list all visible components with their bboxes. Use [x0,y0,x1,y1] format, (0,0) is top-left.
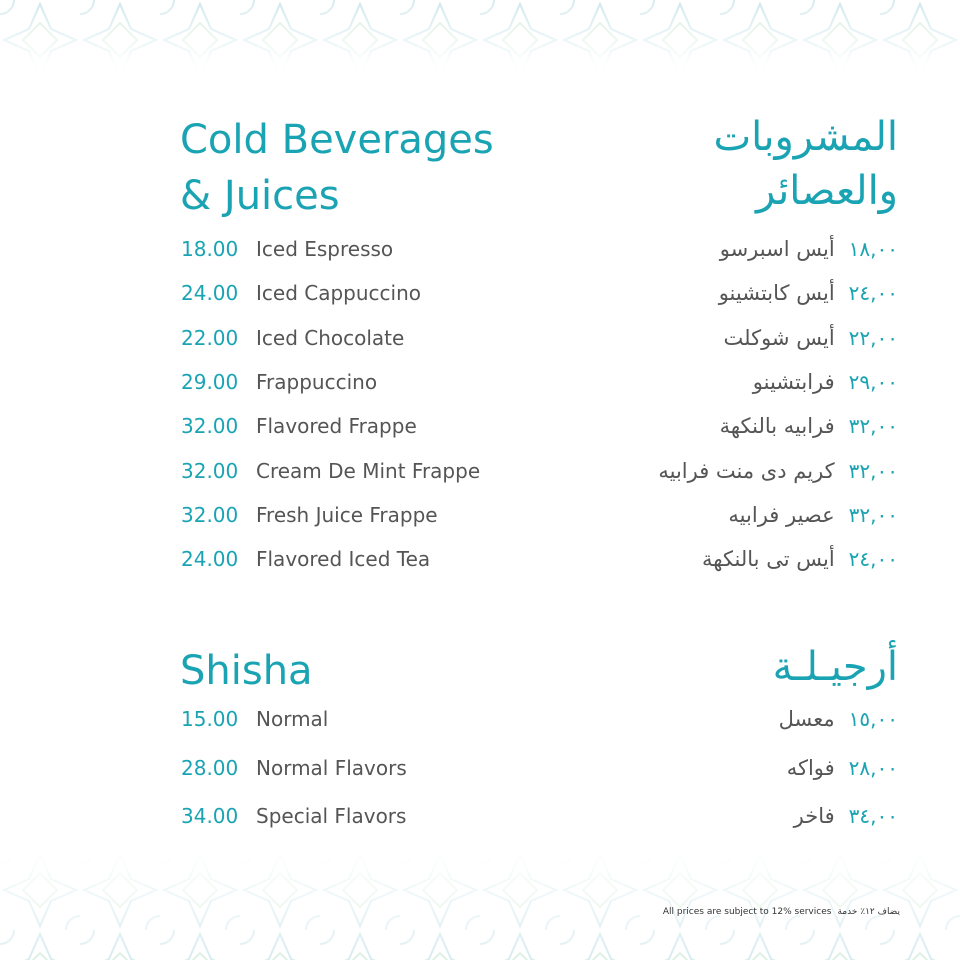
item-name-ar: عصير فرابيه [728,502,835,527]
item-price-ar: ١٨,٠٠ [848,237,898,261]
item-name-ar: فواكه [786,755,835,780]
item-price-en: 34.00 [181,804,239,829]
cold-title-en-line1: Cold Beverages [180,117,494,163]
menu-item-row [0,367,960,397]
item-arabic [724,323,898,353]
item-arabic [728,500,898,530]
item-name-ar: معسل [778,707,835,731]
item-name-ar: أيس شوكلت [723,325,835,350]
top-pattern-band [0,0,960,70]
item-price-en: 22.00 [181,325,239,350]
shisha-title-en: Shisha [180,648,313,694]
item-arabic [719,278,898,308]
menu-item-row [0,234,960,264]
item-price-en: 32.00 [181,458,239,483]
item-price-ar: ٢٤,٠٠ [848,281,898,306]
cold-title-ar-line1: المشروبات [713,114,898,160]
item-name-en: Flavored Frappe [256,414,417,439]
item-name-en: Normal [256,707,329,731]
item-name-ar: فرابيه بالنكهة [719,414,835,439]
bottom-pattern-graphic [0,850,960,960]
menu-item-row [0,323,960,353]
item-name-en: Iced Chocolate [256,325,405,350]
menu-item-row [0,544,960,574]
shisha-title-ar: أرجيـلـة [772,644,898,690]
item-arabic [779,704,898,734]
item-name-ar: فرابتشينو [752,369,835,394]
top-pattern-graphic [0,0,960,70]
item-name-ar: كريم دى منت فرابيه [658,458,835,483]
item-price-ar: ٢٨,٠٠ [848,755,898,780]
item-name-en: Frappuccino [256,369,378,394]
item-name-en: Iced Cappuccino [256,281,421,306]
menu-item-row [0,456,960,486]
item-price-en: 29.00 [181,369,239,394]
item-arabic [753,367,898,397]
item-name-ar: أيس تى بالنكهة [702,547,835,572]
item-price-en: 32.00 [181,502,239,527]
item-arabic [787,753,898,783]
item-name-en: Normal Flavors [256,755,407,780]
item-name-en: Iced Espresso [256,237,394,261]
item-name-en: Cream De Mint Frappe [256,458,481,483]
item-price-ar: ٣٤,٠٠ [848,804,898,829]
service-note-en: All prices are subject to 12% services [662,907,832,917]
cold-beverages-title-en [180,112,494,224]
item-price-ar: ٣٢,٠٠ [848,458,898,483]
item-name-ar: أيس اسبرسو [719,237,835,261]
cold-beverages-title-ar [714,110,898,218]
item-price-ar: ٢٢,٠٠ [848,325,898,350]
item-price-en: 24.00 [181,281,239,306]
item-name-ar: فاخر [793,804,835,829]
bottom-pattern-band [0,850,960,960]
item-price-ar: ٣٢,٠٠ [848,414,898,439]
service-charge-note [663,907,900,917]
cold-title-ar-line2: والعصائر [756,168,898,214]
menu-item-row [0,704,960,734]
item-arabic [720,234,898,264]
item-price-en: 24.00 [181,547,239,572]
item-price-en: 15.00 [181,707,239,731]
item-name-ar: أيس كابتشينو [718,281,835,306]
item-price-en: 18.00 [181,237,239,261]
item-arabic [702,544,898,574]
item-arabic [658,456,898,486]
menu-item-row [0,500,960,530]
menu-item-row [0,278,960,308]
menu-item-row [0,411,960,441]
cold-title-en-line2: & Juices [180,173,340,219]
item-name-en: Special Flavors [256,804,407,829]
menu-item-row [0,753,960,783]
item-price-ar: ٢٤,٠٠ [848,547,898,572]
item-price-en: 28.00 [181,755,239,780]
item-arabic [720,411,898,441]
item-price-ar: ١٥,٠٠ [848,707,898,731]
item-name-en: Flavored Iced Tea [256,547,431,572]
item-price-ar: ٣٢,٠٠ [848,502,898,527]
menu-item-row [0,801,960,831]
item-name-en: Fresh Juice Frappe [256,502,438,527]
item-arabic [794,801,898,831]
service-note-ar: يضاف ١٢٪ خدمة [837,907,900,917]
item-price-en: 32.00 [181,414,239,439]
item-price-ar: ٢٩,٠٠ [848,369,898,394]
